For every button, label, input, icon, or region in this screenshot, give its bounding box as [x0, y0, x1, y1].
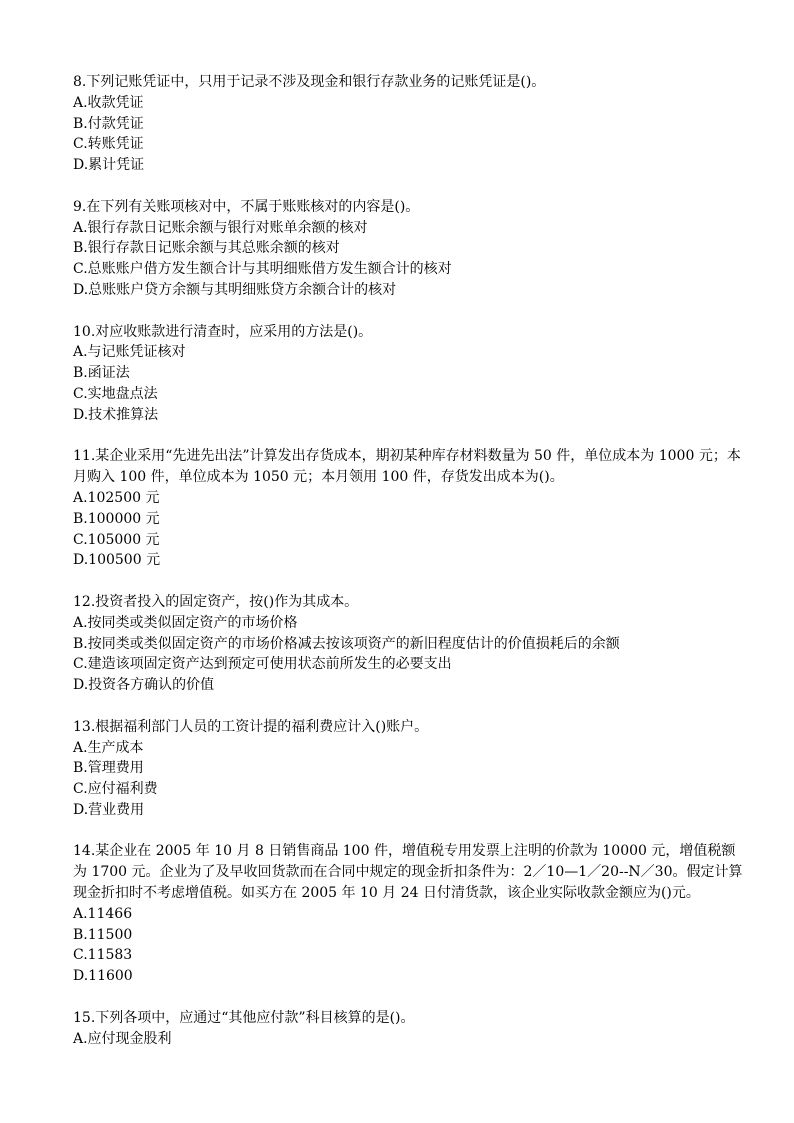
- option-d: D.11600: [73, 968, 133, 985]
- option-b: B.管理费用: [73, 760, 144, 777]
- question-15: [73, 1008, 743, 1050]
- option-a: A.生产成本: [73, 739, 144, 756]
- question-stem: 12.投资者投入的固定资产，按()作为其成本。: [73, 593, 359, 610]
- option-c: C.11583: [73, 947, 133, 964]
- question-stem: 10.对应收账款进行清查时，应采用的方法是()。: [73, 323, 373, 340]
- option-d: D.投资各方确认的价值: [73, 677, 215, 694]
- question-stem: 14.某企业在 2005 年 10 月 8 日销售商品 100 件，增值税专用发票上注明的价款为 10000 元，增值税额为 1700 元。企业为了及早收回货款而在合同中规定的现金折扣条件为：2／10—1／20--N／30。假定计算现金折扣时不考虑增值税。如买方在 2005 年 10 月 24 日付清货款，该企业实际收款金额应为()元。: [73, 843, 743, 902]
- option-c: C.建造该项固定资产达到预定可使用状态前所发生的必要支出: [73, 656, 452, 673]
- option-d: D.营业费用: [73, 801, 145, 818]
- question-stem: 8.下列记账凭证中，只用于记录不涉及现金和银行存款业务的记账凭证是()。: [73, 74, 546, 90]
- question-stem: 11.某企业采用“先进先出法”计算发出存货成本，期初某种库存材料数量为 50 件，单位成本为 1000 元；本月购入 100 件，单位成本为 1050 元；本月领用 100 件，存货发出成本为()。: [73, 448, 741, 486]
- question-stem: 9.在下列有关账项核对中，不属于账账核对的内容是()。: [73, 198, 420, 215]
- option-a: A.按同类或类似固定资产的市场价格: [73, 614, 298, 631]
- option-d: D.累计凭证: [73, 157, 145, 174]
- option-d: D.100500 元: [73, 552, 161, 569]
- option-a: A.与记账凭证核对: [73, 344, 186, 361]
- option-c: C.转账凭证: [73, 136, 144, 153]
- option-b: B.银行存款日记账余额与其总账余额的核对: [73, 240, 340, 257]
- option-a: A.收款凭证: [73, 94, 144, 111]
- option-c: C.实地盘点法: [73, 385, 158, 402]
- option-a: A.11466: [73, 905, 133, 922]
- option-a: A.应付现金股利: [73, 1030, 172, 1047]
- question-stem: 13.根据福利部门人员的工资计提的福利费应计入()账户。: [73, 718, 429, 735]
- option-b: B.函证法: [73, 365, 130, 382]
- question-stem: 15.下列各项中，应通过“其他应付款”科目核算的是()。: [73, 1009, 415, 1026]
- question-14: [73, 841, 743, 987]
- option-b: B.按同类或类似固定资产的市场价格减去按该项资产的新旧程度估计的价值损耗后的余额: [73, 635, 620, 652]
- option-b: B.11500: [73, 926, 133, 943]
- option-c: C.总账账户借方发生额合计与其明细账借方发生额合计的核对: [73, 261, 452, 278]
- option-c: C.105000 元: [73, 531, 160, 548]
- question-12: [73, 592, 743, 696]
- option-b: B.100000 元: [73, 510, 160, 527]
- option-a: A.银行存款日记账余额与银行对账单余额的核对: [73, 219, 368, 236]
- question-9: [73, 197, 743, 301]
- question-10: [73, 322, 743, 426]
- option-b: B.付款凭证: [73, 115, 144, 132]
- option-a: A.102500 元: [73, 489, 160, 506]
- question-13: [73, 717, 743, 821]
- question-8: [73, 72, 743, 176]
- option-c: C.应付福利费: [73, 781, 158, 798]
- option-d: D.技术推算法: [73, 406, 159, 423]
- option-d: D.总账账户贷方余额与其明细账贷方余额合计的核对: [73, 281, 397, 298]
- question-11: [73, 446, 743, 571]
- document-page: [73, 72, 743, 1070]
